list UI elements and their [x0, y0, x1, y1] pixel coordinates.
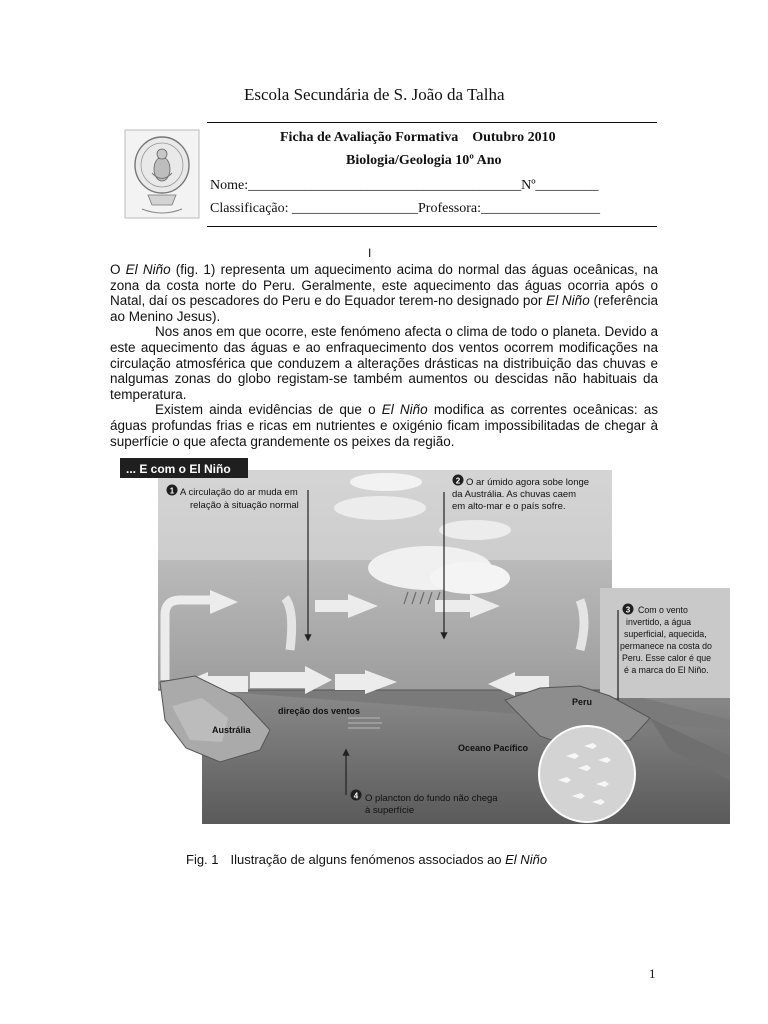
- classification-teacher-field[interactable]: Classificação: __________________Professora:_________________: [210, 201, 601, 216]
- callout-3-text: invertido, a água: [626, 617, 692, 627]
- el-nino-illustration: [110, 450, 732, 850]
- callout-2-text: O ar úmido agora sobe longe: [466, 477, 590, 488]
- callout-2-text: em alto-mar e o país sofre.: [452, 501, 566, 512]
- pacific-ocean-label: Oceano Pacífico: [458, 743, 529, 753]
- callout-3-text: Com o vento: [638, 605, 688, 615]
- callout-1-text: relação à situação normal: [190, 500, 299, 511]
- form-title: Ficha de Avaliação Formativa Outubro 2010: [280, 130, 556, 145]
- header-rule-top: [207, 122, 657, 123]
- callout-2-text: da Austrália. As chuvas caem: [452, 489, 577, 500]
- cloud: [350, 473, 422, 491]
- callout-3-text: superficial, aquecida,: [624, 629, 707, 639]
- svg-text:4: 4: [353, 791, 359, 801]
- name-number-field[interactable]: Nome:_______________________________________Nº_________: [210, 178, 599, 193]
- svg-text:1: 1: [169, 486, 175, 496]
- callout-3-text: é a marca do El Niño.: [624, 665, 709, 675]
- svg-text:3: 3: [625, 605, 631, 615]
- section-number: I: [368, 246, 372, 260]
- australia-label: Austrália: [212, 725, 251, 735]
- cloud: [334, 496, 426, 520]
- svg-text:2: 2: [455, 476, 461, 486]
- school-emblem-logo: [124, 129, 200, 219]
- page-number: 1: [649, 966, 656, 981]
- peru-label: Peru: [572, 697, 593, 707]
- figure-caption-label: Fig. 1: [186, 852, 219, 867]
- callout-4-text: à superfície: [365, 805, 415, 816]
- body-text: [110, 262, 658, 449]
- paragraph-3: Existem ainda evidências de que o El Niño modifica as correntes oceânicas: as águas profundas frias e ricas em nutrientes e oxigénio ficam impossibilitadas de chegar à superfície o que afecta grandemente os peixes da região.: [110, 402, 658, 449]
- cloud: [430, 562, 510, 594]
- header-rule-bottom: [207, 226, 657, 227]
- figure-caption-italic: El Niño: [505, 852, 548, 867]
- callout-1-text: A circulação do ar muda em: [180, 487, 298, 498]
- figure-heading: ... E com o El Niño: [126, 462, 231, 476]
- figure-caption: [186, 852, 547, 867]
- figure-caption-text: Ilustração de alguns fenómenos associados ao: [230, 852, 506, 867]
- wind-direction-label: direção dos ventos: [278, 706, 361, 716]
- cloud: [439, 520, 511, 540]
- form-subtitle: Biologia/Geologia 10º Ano: [346, 153, 502, 168]
- school-name: Escola Secundária de S. João da Talha: [244, 85, 505, 104]
- callout-3-text: permanece na costa do: [620, 641, 712, 651]
- paragraph-2: Nos anos em que ocorre, este fenómeno afecta o clima de todo o planeta. Devido a este aquecimento das águas e ao enfraquecimento dos ventos ocorrem modificações na circulação atmosférica que conduzem a alterações drásticas na distribuição das chuvas e nalgumas zonas do globo registam-se também aumentos ou descidas não habituais da temperatura.: [110, 324, 658, 402]
- callout-3-text: Peru. Esse calor é que: [622, 653, 711, 663]
- callout-4-text: O plancton do fundo não chega: [365, 793, 498, 804]
- paragraph-1: O El Niño (fig. 1) representa um aquecimento acima do normal das águas oceânicas, na zona da costa norte do Peru. Geralmente, este aquecimento das águas ocorria após o Natal, daí os pescadores do Peru e do Equador terem-no designado por El Niño (referência ao Menino Jesus).: [110, 262, 658, 324]
- fish-inset-circle: [539, 726, 635, 822]
